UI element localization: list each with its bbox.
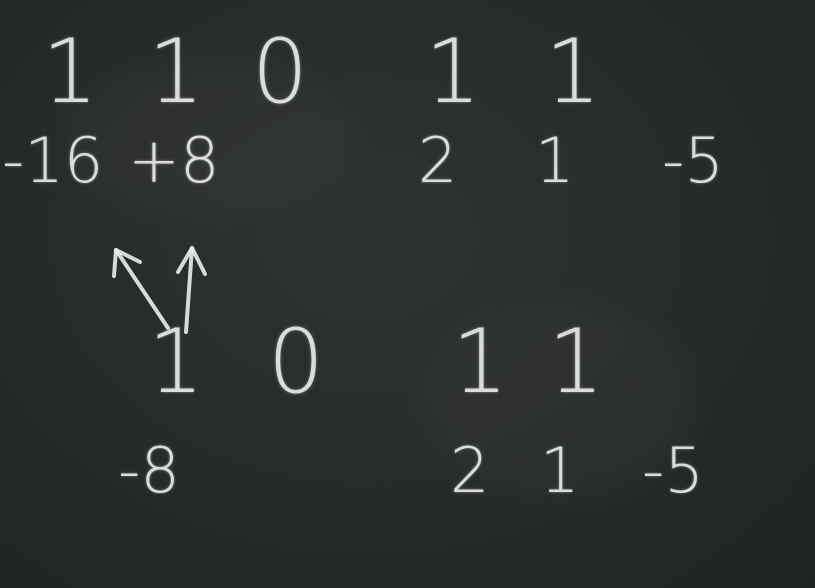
top-weight-2: +8 [128, 124, 220, 197]
top-bit-3: 0 [252, 20, 308, 123]
top-weight-3: 2 [418, 124, 458, 197]
top-bit-4: 1 [425, 20, 481, 123]
bottom-bit-3: 1 [452, 310, 508, 413]
bottom-weight-2: 2 [450, 434, 490, 507]
top-bit-1: 1 [42, 20, 98, 123]
bottom-bit-4: 1 [548, 310, 604, 413]
bottom-weight-3: 1 [540, 434, 580, 507]
top-weight-1: -16 [2, 124, 104, 197]
bottom-bit-1: 1 [148, 310, 204, 413]
top-result: -5 [662, 124, 724, 197]
bottom-bit-2: 0 [268, 310, 324, 413]
bottom-weight-1: -8 [118, 434, 180, 507]
top-bit-5: 1 [545, 20, 601, 123]
bottom-result: -5 [642, 434, 704, 507]
top-bit-2: 1 [148, 20, 204, 123]
top-weight-4: 1 [535, 124, 575, 197]
